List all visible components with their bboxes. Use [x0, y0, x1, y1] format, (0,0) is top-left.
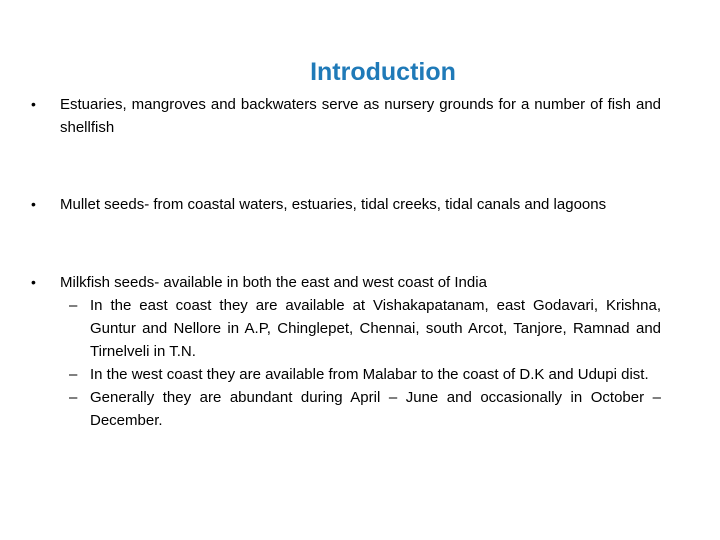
sub-bullet-text: Generally they are abundant during April – June and occasionally in October – December. — [90, 389, 661, 429]
sub-bullet-text: In the east coast they are available at Vishakapatanam, east Godavari, Krishna, Guntur and Nellore in A.P, Chinglepet, Chennai, south Arcot, Tanjore, Ramnad and Tirnelveli in T.N. — [90, 297, 661, 360]
bullet-marker: • — [31, 196, 36, 212]
slide-title: Introduction — [310, 58, 456, 86]
sub-bullet-marker: – — [69, 366, 78, 383]
sub-bullet-text: In the west coast they are available from Malabar to the coast of D.K and Udupi dist. — [90, 366, 649, 383]
sub-bullet-item — [69, 294, 661, 363]
sub-bullet-list — [69, 294, 661, 432]
bullet-text: Mullet seeds- from coastal waters, estuaries, tidal creeks, tidal canals and lagoons — [60, 196, 607, 213]
sub-bullet-item — [69, 386, 661, 432]
sub-bullet-marker: – — [69, 389, 78, 406]
sub-bullet-item — [69, 363, 661, 386]
bullet-text: Milkfish seeds- available in both the east and west coast of India — [60, 274, 487, 291]
bullet-marker: • — [31, 96, 36, 112]
bullet-text: Estuaries, mangroves and backwaters serve as nursery grounds for a number of fish and shellfish — [60, 96, 661, 136]
sub-bullet-marker: – — [69, 297, 78, 314]
bullet-marker: • — [31, 274, 36, 290]
